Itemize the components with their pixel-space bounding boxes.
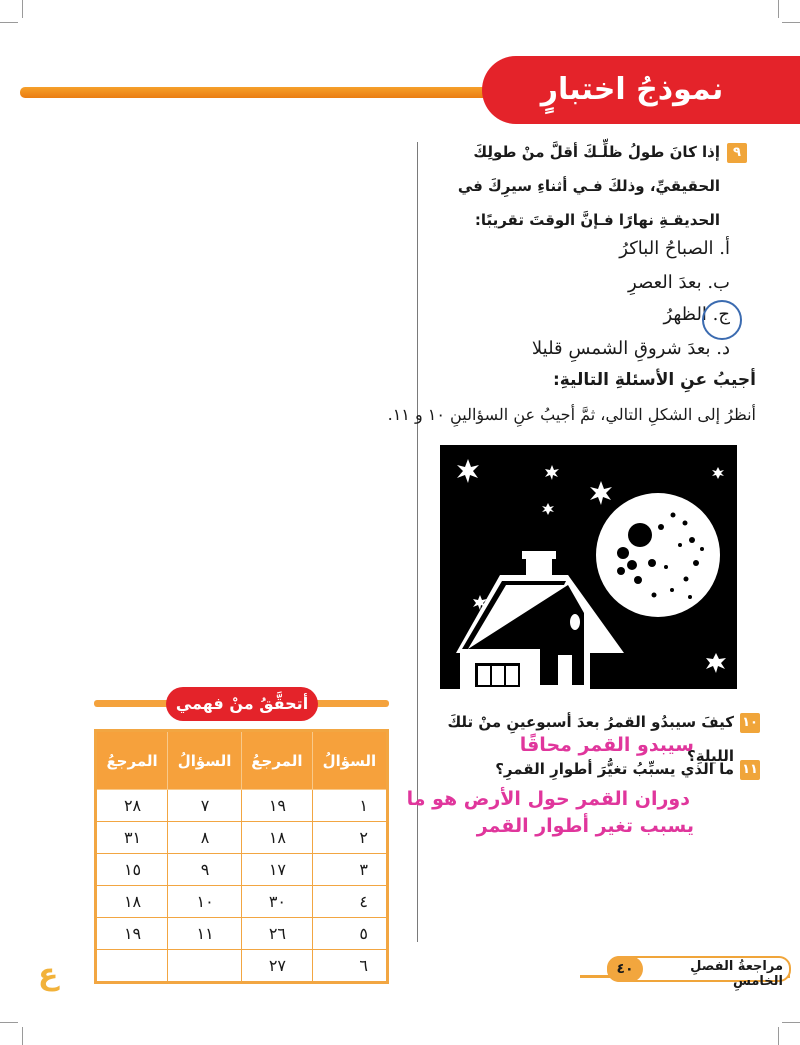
crop-mark xyxy=(778,0,779,18)
option-a: أ. الصباحُ الباكرُ xyxy=(619,238,730,259)
question-10-text: كيفَ سيبدُو القمرُ بعدَ أسبوعينِ منْ تلكَ الليلةِ؟ xyxy=(447,713,734,765)
table-cell: ١٨ xyxy=(242,822,313,854)
option-b: ب. بعدَ العصرِ xyxy=(628,272,730,293)
table-row xyxy=(96,854,388,886)
table-cell: ١٩ xyxy=(242,790,313,822)
option-c: ج. الظهرُ xyxy=(663,304,730,325)
table-cell: ٧ xyxy=(168,790,242,822)
table-cell: ٨ xyxy=(168,822,242,854)
table-cell: ٤ xyxy=(312,886,387,918)
publisher-logo-icon: ع xyxy=(38,957,59,992)
answer-11-line1: دوران القمر حول الأرض هو ما xyxy=(406,788,690,810)
page-title: نموذجُ اختبارٍ xyxy=(540,72,724,107)
section-heading: أجيبُ عنِ الأسئلةِ التاليةِ: xyxy=(552,370,756,390)
table-cell: ٦ xyxy=(312,950,387,983)
table-cell: ٢٦ xyxy=(242,918,313,950)
crop-mark xyxy=(782,1022,800,1023)
page-number: ٤٠ xyxy=(607,956,643,982)
option-d: د. بعدَ شروقِ الشمسِ قليلا xyxy=(531,338,730,359)
table-row xyxy=(96,822,388,854)
answer-11-line2: يسبب تغير أطوار القمر xyxy=(476,815,694,837)
table-cell: ١٨ xyxy=(96,886,168,918)
table-cell: ١٧ xyxy=(242,854,313,886)
crop-mark xyxy=(22,1027,23,1045)
table-cell: ٢٨ xyxy=(96,790,168,822)
table-cell: ٣١ xyxy=(96,822,168,854)
table-cell: ٢٧ xyxy=(242,950,313,983)
crop-mark xyxy=(778,1027,779,1045)
question-number-badge: ١١ xyxy=(740,760,760,780)
table-header: السؤالُ xyxy=(312,731,387,790)
question-9-text: إذا كانَ طولُ ظلِّـكَ أقلَّ منْ طولِكَ الحقيقيِّ، وذلكَ فـي أثناءِ سيرِكَ في الحديقـةِ نهارًا فـإنَّ الوقتَ تقريبًا: xyxy=(457,143,720,229)
table-header: السؤالُ xyxy=(168,731,242,790)
table-cell: ٢ xyxy=(312,822,387,854)
answer-10-handwritten: سيبدو القمر محاقًا xyxy=(519,734,694,756)
chapter-label: مراجعةُ الفصلِ الخامسِ xyxy=(690,959,783,989)
panel-title: أتحقَّقُ منْ فهمي xyxy=(166,687,318,721)
crop-mark xyxy=(782,22,800,23)
table-cell: ٣٠ xyxy=(242,886,313,918)
table-row xyxy=(96,790,388,822)
table-header: المرجعُ xyxy=(242,731,313,790)
question-11-text: ما الذي يسبِّبُ تغيُّرَ أطوارِ القمرِ؟ xyxy=(495,760,734,778)
question-number-badge: ٩ xyxy=(727,143,747,163)
crop-mark xyxy=(22,0,23,18)
table-row xyxy=(96,886,388,918)
table-header: المرجعُ xyxy=(96,731,168,790)
table-cell: ١ xyxy=(312,790,387,822)
table-row xyxy=(96,950,388,983)
crop-mark xyxy=(0,1022,18,1023)
table-row xyxy=(96,918,388,950)
table-cell xyxy=(168,950,242,983)
table-cell: ١١ xyxy=(168,918,242,950)
table-cell: ٩ xyxy=(168,854,242,886)
table-cell xyxy=(96,950,168,983)
table-cell: ٥ xyxy=(312,918,387,950)
table-cell: ٣ xyxy=(312,854,387,886)
instruction-text: أنظرُ إلى الشكلِ التالي، ثمَّ أجيبُ عنِ السؤالينِ ١٠ و ١١. xyxy=(387,405,756,424)
column-divider xyxy=(417,142,418,942)
answer-circle-mark xyxy=(702,300,742,340)
full-moon xyxy=(596,493,720,617)
table-cell: ١٥ xyxy=(96,854,168,886)
table-cell: ١٩ xyxy=(96,918,168,950)
moon-house-illustration xyxy=(440,445,737,689)
question-number-badge: ١٠ xyxy=(740,713,760,733)
reference-table xyxy=(94,729,389,984)
table-cell: ١٠ xyxy=(168,886,242,918)
crop-mark xyxy=(0,22,18,23)
